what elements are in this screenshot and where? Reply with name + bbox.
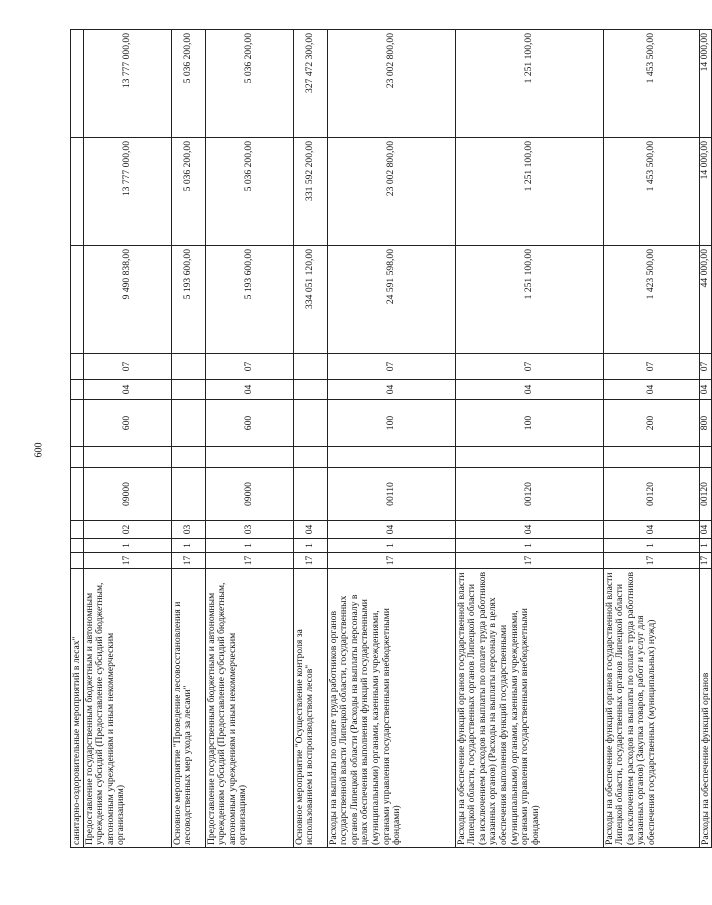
expense-type-code: 600 — [83, 400, 171, 447]
ved-code: 17 — [205, 553, 293, 569]
sum-year-1: 1 251 100,00 — [455, 246, 603, 354]
table-row — [83, 30, 171, 848]
expense-type-code: 800 — [699, 400, 712, 447]
subsection-code: 04 — [327, 521, 455, 539]
target-code: 00110 — [327, 468, 455, 521]
subsection-code — [71, 521, 84, 539]
kosgu-code: 04 — [327, 380, 455, 400]
expense-type-code — [293, 400, 327, 447]
subsection-code: 04 — [699, 521, 712, 539]
target-code-extra — [205, 447, 293, 468]
sum-year-3: 5 036 200,00 — [171, 30, 205, 138]
kosgu-code: 04 — [83, 380, 171, 400]
kosgu-code — [71, 380, 84, 400]
target-code-extra — [83, 447, 171, 468]
row-name: Расходы на обеспечение функций органов — [699, 569, 712, 848]
sum-year-1: 1 423 500,00 — [603, 246, 699, 354]
table-row — [603, 30, 699, 848]
expense-type-code — [71, 400, 84, 447]
subsection-code: 04 — [455, 521, 603, 539]
sum-year-2: 5 036 200,00 — [205, 138, 293, 246]
kosgu-code: 04 — [455, 380, 603, 400]
expense-type-code: 200 — [603, 400, 699, 447]
sum-year-3: 13 777 000,00 — [83, 30, 171, 138]
kosgu-code-2 — [71, 354, 84, 380]
sum-year-3 — [71, 30, 84, 138]
row-name: Предоставление государственным бюджетным и автономным учреждениям субсидий (Предоставление субсидий бюджетным, автономным учреждениям и иным некоммерческим организациям) — [205, 569, 293, 848]
row-name: санитарно-оздоровительные мероприятий в лесах" — [71, 569, 84, 848]
table-row — [205, 30, 293, 848]
sum-year-1 — [71, 246, 84, 354]
section-code: 1 — [293, 539, 327, 553]
kosgu-code-2: 07 — [205, 354, 293, 380]
budget-table — [70, 29, 712, 848]
sum-year-1: 334 051 120,00 — [293, 246, 327, 354]
section-code: 1 — [171, 539, 205, 553]
sum-year-3: 23 002 800,00 — [327, 30, 455, 138]
subsection-code: 02 — [83, 521, 171, 539]
target-code — [293, 468, 327, 521]
ved-code: 17 — [699, 553, 712, 569]
table-row — [71, 30, 84, 848]
table-row — [171, 30, 205, 848]
table-row — [293, 30, 327, 848]
row-name: Расходы на выплаты по оплате труда работников органов государственной власти Липецкой области, государственных органов Липецкой области (Расходы на выплаты персоналу в целях обеспечения выполнения функций государственными (муниципальными) органами, казенными учреждениями, органами управления государственными внебюджетными фондами) — [327, 569, 455, 848]
target-code: 09000 — [205, 468, 293, 521]
kosgu-code-2: 07 — [603, 354, 699, 380]
row-name: Расходы на обеспечение функций органов государственной власти Липецкой области, государственных органов Липецкой области (за исключением расходов на выплаты по оплате труда работников указанных органов) (Закупка товаров, работ и услуг для обеспечения государственных (муниципальных) нужд) — [603, 569, 699, 848]
target-code-extra — [455, 447, 603, 468]
subsection-code: 03 — [205, 521, 293, 539]
section-code — [71, 539, 84, 553]
sum-year-1: 9 490 838,00 — [83, 246, 171, 354]
page-number: 600 — [33, 442, 45, 458]
sum-year-2 — [71, 138, 84, 246]
ved-code: 17 — [83, 553, 171, 569]
target-code: 00120 — [455, 468, 603, 521]
target-code-extra — [293, 447, 327, 468]
sum-year-3: 1 251 100,00 — [455, 30, 603, 138]
target-code — [171, 468, 205, 521]
kosgu-code-2: 07 — [83, 354, 171, 380]
sum-year-2: 13 777 000,00 — [83, 138, 171, 246]
kosgu-code — [293, 380, 327, 400]
section-code: 1 — [455, 539, 603, 553]
sum-year-2: 5 036 200,00 — [171, 138, 205, 246]
sum-year-1: 44 000,00 — [699, 246, 712, 354]
row-name: Основное мероприятие "Проведение лесовосстановления и лесоводственных мер ухода за лесами" — [171, 569, 205, 848]
rotated-table-container — [70, 30, 711, 848]
target-code: 00120 — [699, 468, 712, 521]
subsection-code: 03 — [171, 521, 205, 539]
target-code-extra — [603, 447, 699, 468]
sum-year-2: 1 453 500,00 — [603, 138, 699, 246]
sum-year-2: 331 592 200,00 — [293, 138, 327, 246]
table-row — [455, 30, 603, 848]
sum-year-1: 5 193 600,00 — [171, 246, 205, 354]
table-row — [327, 30, 455, 848]
sum-year-1: 5 193 600,00 — [205, 246, 293, 354]
section-code: 1 — [205, 539, 293, 553]
sum-year-1: 24 591 598,00 — [327, 246, 455, 354]
section-code: 1 — [699, 539, 712, 553]
kosgu-code-2: 07 — [327, 354, 455, 380]
ved-code — [71, 553, 84, 569]
target-code-extra — [71, 447, 84, 468]
ved-code: 17 — [293, 553, 327, 569]
target-code: 09000 — [83, 468, 171, 521]
target-code — [71, 468, 84, 521]
row-name: Основное мероприятие "Осуществление контроля за использованием и воспроизводством лесов" — [293, 569, 327, 848]
kosgu-code: 04 — [603, 380, 699, 400]
section-code: 1 — [603, 539, 699, 553]
section-code: 1 — [327, 539, 455, 553]
sum-year-2: 23 002 800,00 — [327, 138, 455, 246]
kosgu-code-2: 07 — [455, 354, 603, 380]
kosgu-code — [171, 380, 205, 400]
ved-code: 17 — [603, 553, 699, 569]
expense-type-code: 100 — [455, 400, 603, 447]
sum-year-2: 1 251 100,00 — [455, 138, 603, 246]
target-code-extra — [327, 447, 455, 468]
ved-code: 17 — [327, 553, 455, 569]
kosgu-code-2 — [171, 354, 205, 380]
expense-type-code: 100 — [327, 400, 455, 447]
row-name: Расходы на обеспечение функций органов государственной власти Липецкой области, государственных органов Липецкой области (за исключением расходов на выплаты по оплате труда работников указанных органов) (Расходы на выплаты персоналу в целях обеспечения выполнения функций государственными (муниципальными) органами, казенными учреждениями, органами управления государственными внебюджетными фондами) — [455, 569, 603, 848]
ved-code: 17 — [171, 553, 205, 569]
target-code-extra — [699, 447, 712, 468]
expense-type-code — [171, 400, 205, 447]
section-code: 1 — [83, 539, 171, 553]
target-code-extra — [171, 447, 205, 468]
target-code: 00120 — [603, 468, 699, 521]
table-row — [699, 30, 712, 848]
subsection-code: 04 — [293, 521, 327, 539]
row-name: Предоставление государственным бюджетным и автономным учреждениям субсидий (Предоставление субсидий бюджетным, автономным учреждениям и иным некоммерческим организациям) — [83, 569, 171, 848]
sum-year-2: 14 000,00 — [699, 138, 712, 246]
kosgu-code: 04 — [205, 380, 293, 400]
ved-code: 17 — [455, 553, 603, 569]
sum-year-3: 327 472 300,00 — [293, 30, 327, 138]
kosgu-code-2: 07 — [699, 354, 712, 380]
subsection-code: 04 — [603, 521, 699, 539]
expense-type-code: 600 — [205, 400, 293, 447]
sum-year-3: 14 000,00 — [699, 30, 712, 138]
kosgu-code: 04 — [699, 380, 712, 400]
sum-year-3: 1 453 500,00 — [603, 30, 699, 138]
kosgu-code-2 — [293, 354, 327, 380]
sum-year-3: 5 036 200,00 — [205, 30, 293, 138]
